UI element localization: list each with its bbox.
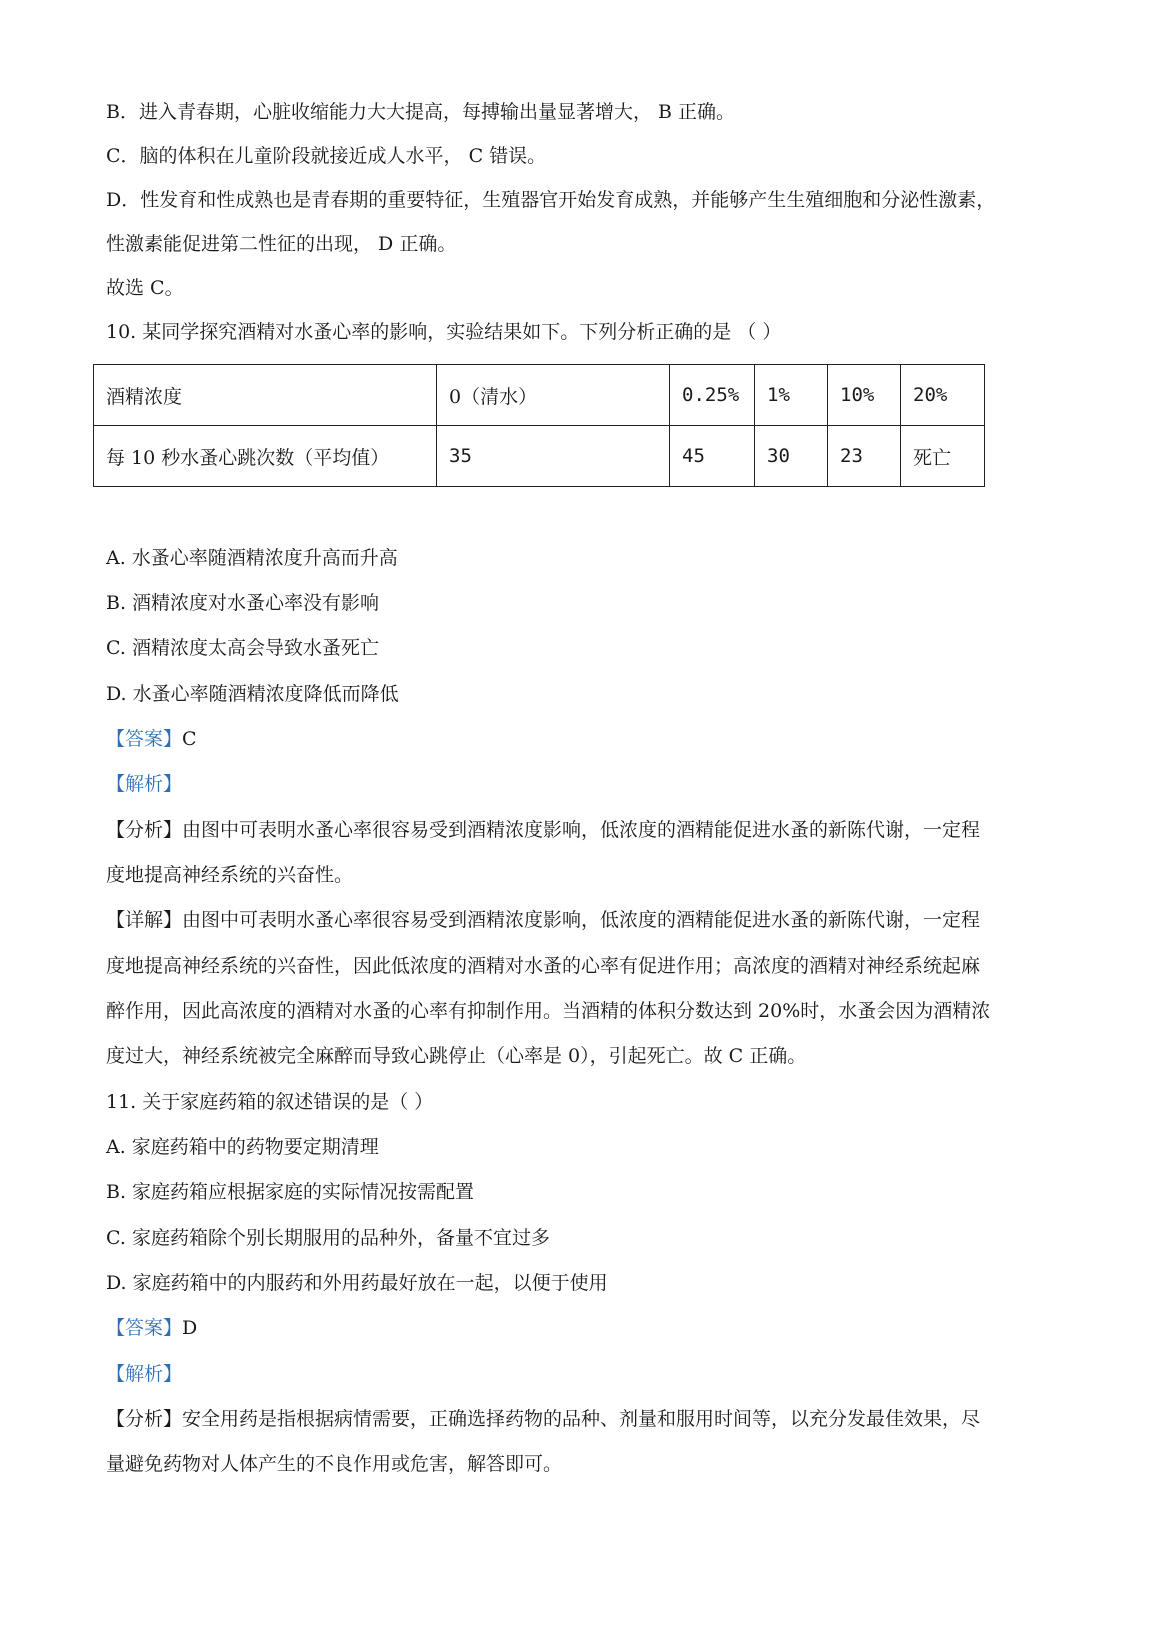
q9-option-d-explanation-line1: D．性发育和性成熟也是青春期的重要特征，生殖器官开始发育成熟，并能够产生生殖细胞和分泌性激素， [106,189,996,211]
table-cell: 0（清水） [437,365,670,426]
answer-label: 【答案】 [106,1317,183,1339]
q10-xiangjie-line3: 醉作用，因此高浓度的酒精对水蚤的心率有抑制作用。当酒精的体积分数达到 20%时，水蚤会因为酒精浓 [106,1000,991,1022]
q10-option-a: A. 水蚤心率随酒精浓度升高而升高 [106,547,398,569]
q9-option-c-explanation: C．脑的体积在儿童阶段就接近成人水平， C 错误。 [106,145,547,167]
table-cell: 23 [828,426,901,487]
table-cell: 1% [755,365,828,426]
table-cell: 35 [437,426,670,487]
q9-conclusion: 故选 C。 [106,277,184,299]
q11-answer [106,1316,197,1340]
q11-option-b: B. 家庭药箱应根据家庭的实际情况按需配置 [106,1181,475,1203]
answer-value: D [182,1317,198,1339]
q10-option-d: D. 水蚤心率随酒精浓度降低而降低 [106,683,399,705]
q11-option-c: C. 家庭药箱除个别长期服用的品种外，备量不宜过多 [106,1227,550,1249]
table-cell: 0.25% [670,365,755,426]
q10-answer [106,727,197,751]
table-cell: 每 10 秒水蚤心跳次数（平均值） [94,426,437,487]
q11-option-a: A. 家庭药箱中的药物要定期清理 [106,1136,379,1158]
xiangjie-label: 【详解】 [106,909,183,931]
q11-stem: 11. 关于家庭药箱的叙述错误的是（ ） [106,1091,434,1113]
q10-option-b: B. 酒精浓度对水蚤心率没有影响 [106,592,380,614]
table-cell: 45 [670,426,755,487]
q10-fenxi-line1 [106,818,980,842]
fenxi-label: 【分析】 [106,1408,183,1430]
fenxi-text: 安全用药是指根据病情需要，正确选择药物的品种、剂量和服用时间等，以充分发最佳效果，尽 [182,1408,981,1430]
q11-option-d: D. 家庭药箱中的内服药和外用药最好放在一起，以便于使用 [106,1272,608,1294]
table-cell: 30 [755,426,828,487]
q10-data-table [93,364,985,487]
q11-analysis-heading [106,1362,182,1386]
q10-xiangjie-line1 [106,908,980,932]
q10-option-c: C. 酒精浓度太高会导致水蚤死亡 [106,637,379,659]
xiangjie-text: 由图中可表明水蚤心率很容易受到酒精浓度影响，低浓度的酒精能促进水蚤的新陈代谢，一定程 [182,909,981,931]
q10-xiangjie-line4: 度过大，神经系统被完全麻醉而导致心跳停止（心率是 0），引起死亡。故 C 正确。 [106,1045,807,1067]
fenxi-text: 由图中可表明水蚤心率很容易受到酒精浓度影响，低浓度的酒精能促进水蚤的新陈代谢，一定程 [182,819,981,841]
analysis-label: 【解析】 [106,773,183,795]
q11-fenxi-line2: 量避免药物对人体产生的不良作用或危害，解答即可。 [106,1453,563,1475]
analysis-label: 【解析】 [106,1363,183,1385]
q9-option-d-explanation-line2: 性激素能促进第二性征的出现， D 正确。 [106,233,457,255]
q10-fenxi-line2: 度地提高神经系统的兴奋性。 [106,864,354,886]
table-row [94,426,985,487]
fenxi-label: 【分析】 [106,819,183,841]
table-row [94,365,985,426]
answer-label: 【答案】 [106,728,183,750]
q9-option-b-explanation: B．进入青春期，心脏收缩能力大大提高，每搏输出量显著增大， B 正确。 [106,101,736,123]
table-cell: 20% [901,365,985,426]
q10-stem: 10. 某同学探究酒精对水蚤心率的影响，实验结果如下。下列分析正确的是 （ ） [106,321,782,343]
table-cell: 酒精浓度 [94,365,437,426]
q11-fenxi-line1 [106,1407,980,1431]
table-cell: 10% [828,365,901,426]
table-cell: 死亡 [901,426,985,487]
q10-xiangjie-line2: 度地提高神经系统的兴奋性，因此低浓度的酒精对水蚤的心率有促进作用；高浓度的酒精对神经系统起麻 [106,955,981,977]
answer-value: C [182,728,197,750]
q10-analysis-heading [106,772,182,796]
